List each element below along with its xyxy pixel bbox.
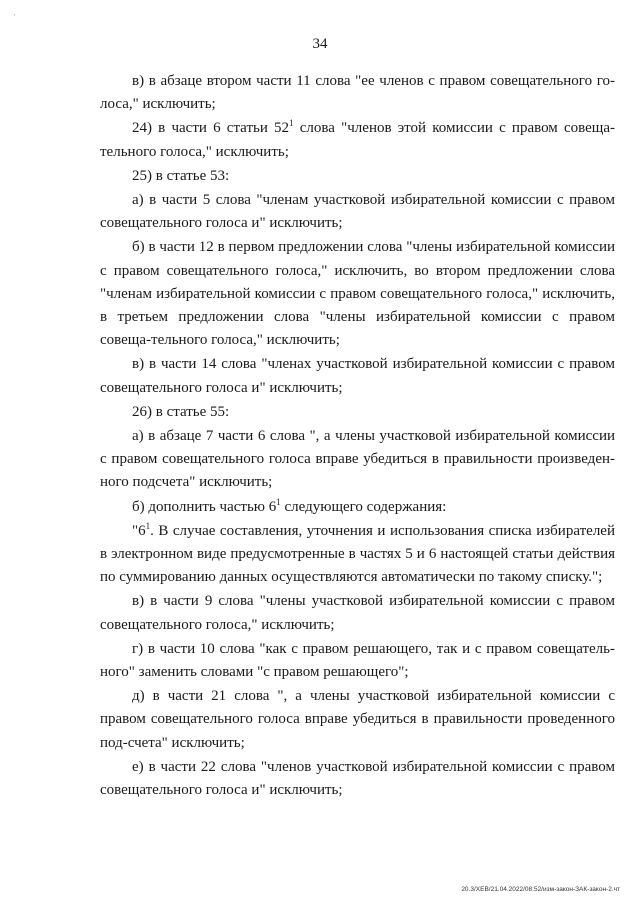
page-number: 34 [312, 36, 328, 52]
paragraph-text: в) в части 9 слова "члены участковой избирательной комиссии с правом совещательного голоса," исключить; [100, 593, 615, 633]
paragraph [100, 117, 615, 163]
paragraph [100, 756, 615, 802]
paragraph-text: 24) в части 6 статьи 52 [132, 120, 290, 137]
paragraph [100, 70, 615, 116]
scan-mark: ' [14, 14, 16, 21]
paragraph-text: д) в части 21 слова ", а члены участковой избирательной комиссии с правом совещательного голоса вправе убедиться в правильности проведенного под-счета" исключить; [100, 688, 615, 751]
paragraph-text: 26) в статье 55: [132, 403, 230, 420]
paragraph-text: б) в части 12 в первом предложении слова "члены избирательной комиссии с правом совещательного голоса," исключить, во втором предложении слова "членам избирательной комиссии с правом совещательного голоса," исключить, в третьем предложении слова "члены избирательной комиссии с правом совеща-тельного голоса," исключить; [100, 239, 615, 349]
paragraph-text: 25) в статье 53: [132, 167, 230, 184]
paragraph-text: а) в абзаце 7 части 6 слова ", а члены участковой избирательной комиссии с правом совещательного голоса вправе убедиться в правильности произведен-ного подсчета" исключить; [100, 428, 615, 491]
paragraph [100, 520, 615, 590]
paragraph [100, 685, 615, 755]
paragraph-text: . В случае составления, уточнения и использования списка избирателей в электронном виде предусмотренные в частях 5 и 6 настоящей статьи действия по суммированию данных осуществляются автоматически по такому списку."; [100, 522, 615, 586]
document-footer: 20.3/ХЕВ/21.04.2022/08:52/изм-закон-ЗАК-закон-2.чт [461, 886, 620, 893]
paragraph-text: б) дополнить частью 6 [132, 498, 277, 515]
document-body [100, 70, 615, 803]
superscript: 1 [276, 496, 281, 507]
paragraph-text: следующего содержания: [280, 498, 447, 515]
paragraph [100, 496, 615, 519]
paragraph [100, 425, 615, 495]
paragraph-text: г) в части 10 слова "как с правом решающего, так и с правом совещатель-ного" заменить словами "с правом решающего"; [100, 640, 615, 681]
paragraph-text: в) в части 14 слова "членах участковой избирательной комиссии с правом совещательного голоса и" исключить; [100, 356, 615, 396]
paragraph-text: "6 [132, 522, 146, 539]
superscript: 1 [289, 118, 294, 129]
paragraph [100, 638, 615, 684]
paragraph [100, 189, 615, 235]
paragraph [100, 236, 615, 352]
paragraph-text: е) в части 22 слова "членов участковой избирательной комиссии с правом совещательного голоса и" исключить; [100, 758, 615, 799]
paragraph-text: слова "членов этой комиссии с правом совеща-тельного голоса," исключить; [100, 120, 615, 160]
paragraph [100, 401, 615, 424]
paragraph [100, 590, 615, 636]
paragraph-text: в) в абзаце втором части 11 слова "ее членов с правом совещательного го-лоса," исключить; [100, 73, 615, 113]
paragraph-text: а) в части 5 слова "членам участковой избирательной комиссии с правом совещательного голоса и" исключить; [100, 192, 615, 232]
paragraph [100, 353, 615, 399]
superscript: 1 [145, 520, 151, 531]
paragraph [100, 165, 615, 188]
